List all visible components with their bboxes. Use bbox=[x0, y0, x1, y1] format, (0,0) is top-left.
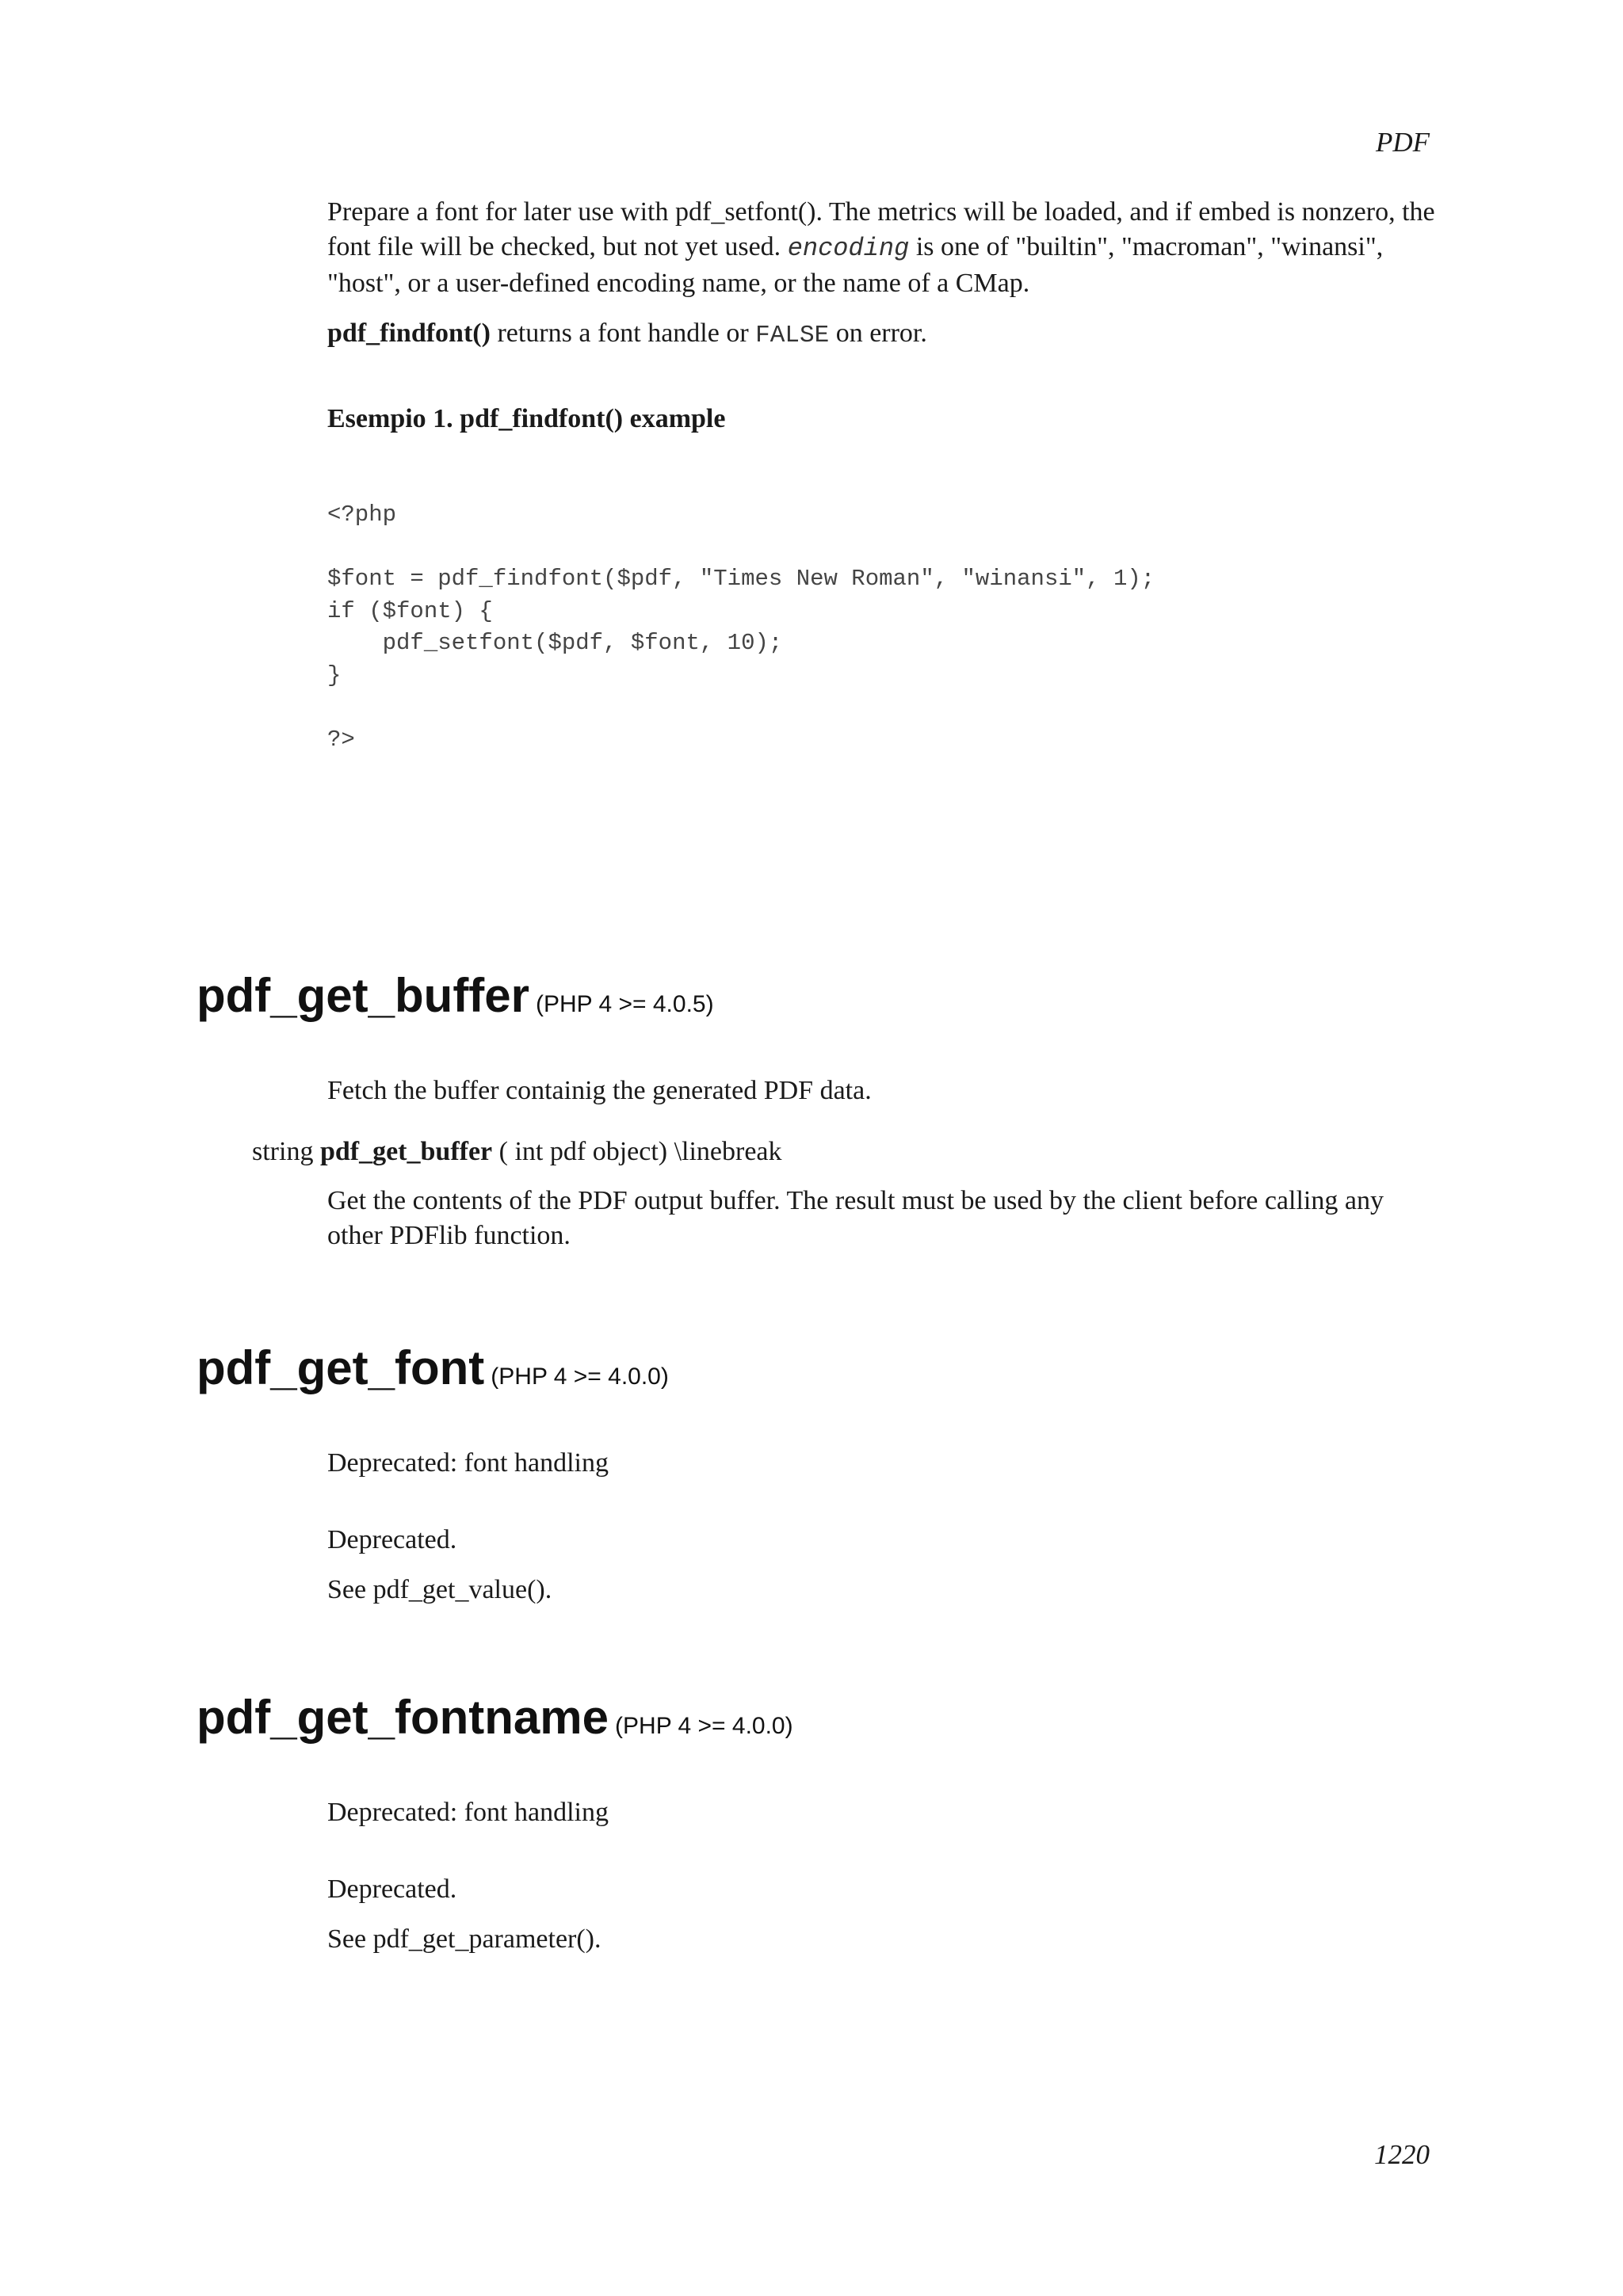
findfont-returns-end: on error. bbox=[829, 318, 927, 348]
findfont-func-name: pdf_findfont() bbox=[327, 318, 491, 348]
running-header: PDF bbox=[1375, 127, 1430, 158]
synopsis-args: ( int pdf object) \linebreak bbox=[492, 1137, 782, 1166]
heading-pdf-get-buffer bbox=[197, 968, 714, 1032]
function-name: pdf_get_buffer bbox=[197, 969, 529, 1022]
version-note: (PHP 4 >= 4.0.0) bbox=[491, 1363, 669, 1390]
get-font-see-also: See pdf_get_value(). bbox=[327, 1575, 552, 1604]
get-buffer-synopsis bbox=[252, 1135, 782, 1169]
version-note: (PHP 4 >= 4.0.0) bbox=[615, 1713, 793, 1739]
get-fontname-summary: Deprecated: font handling bbox=[327, 1798, 609, 1827]
page-number: 1220 bbox=[1374, 2139, 1430, 2170]
example-title: Esempio 1. pdf_findfont() example bbox=[327, 404, 726, 433]
encoding-param: encoding bbox=[787, 234, 910, 263]
findfont-description-part2: is one of "builtin", "macroman", "winansi", "host", or a user-defined encoding name, or the name of a CMap. bbox=[327, 232, 1384, 298]
version-note: (PHP 4 >= 4.0.5) bbox=[536, 991, 714, 1017]
get-buffer-description: Get the contents of the PDF output buffer. The result must be used by the client before calling any other PDFlib function. bbox=[327, 1186, 1384, 1250]
synopsis-return-type: string bbox=[252, 1137, 320, 1166]
get-buffer-summary: Fetch the buffer containig the generated PDF data. bbox=[327, 1076, 872, 1105]
findfont-description-part1: Prepare a font for later use with pdf_setfont(). The metrics will be loaded, and if embed is nonzero, the font file will be checked, but not yet used. bbox=[327, 197, 1435, 261]
findfont-returns-mid: returns a font handle or bbox=[490, 318, 756, 348]
get-fontname-deprecated: Deprecated. bbox=[327, 1875, 457, 1904]
function-name: pdf_get_font bbox=[197, 1341, 485, 1394]
get-font-deprecated: Deprecated. bbox=[327, 1525, 457, 1554]
findfont-returns bbox=[327, 316, 1437, 353]
heading-pdf-get-fontname bbox=[197, 1690, 793, 1754]
get-font-summary: Deprecated: font handling bbox=[327, 1448, 609, 1478]
heading-pdf-get-font bbox=[197, 1341, 669, 1405]
false-constant: FALSE bbox=[755, 322, 830, 349]
get-fontname-see-also: See pdf_get_parameter(). bbox=[327, 1924, 601, 1954]
example-code-block: <?php $font = pdf_findfont($pdf, "Times New Roman", "winansi", 1); if ($font) { pdf_setfont($pdf, $font, 10); } ?> bbox=[327, 502, 1155, 753]
function-name: pdf_get_fontname bbox=[197, 1691, 609, 1744]
synopsis-function: pdf_get_buffer bbox=[319, 1137, 493, 1166]
findfont-description bbox=[327, 195, 1437, 301]
